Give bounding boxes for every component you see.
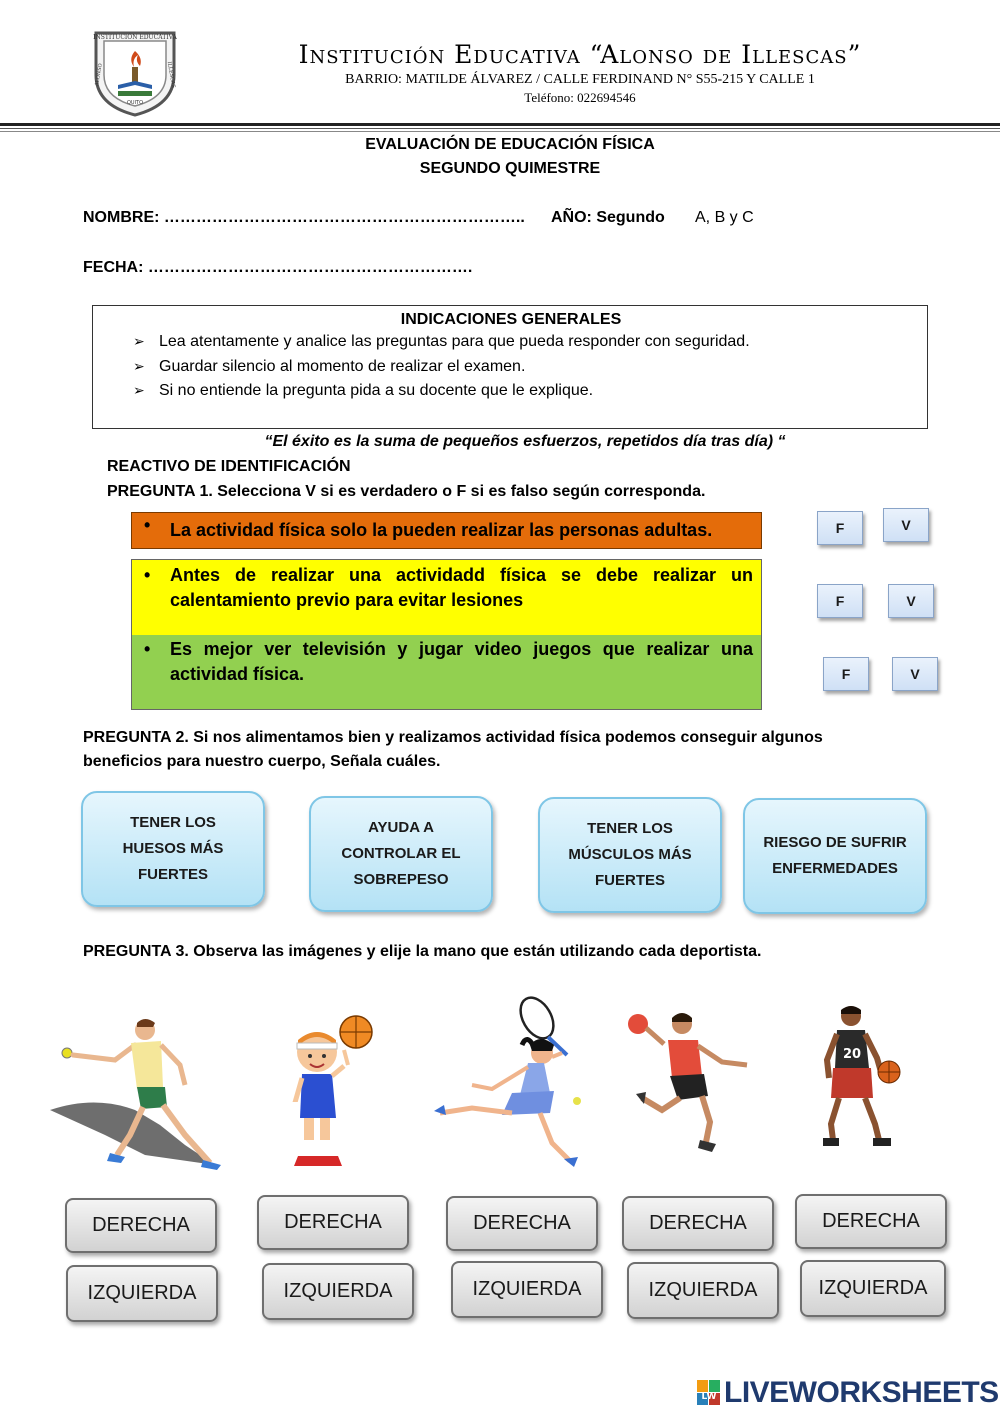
indication-item: ➢ Guardar silencio al momento de realizar el examen. (133, 358, 526, 375)
bullet-icon: • (144, 515, 151, 535)
question2-prompt: PREGUNTA 2. Si nos alimentamos bien y realizamos actividad física podemos conseguir algunos beneficios para nuestro cuerpo, Señala cuáles. (83, 729, 823, 770)
liveworksheets-logo-icon (697, 1380, 721, 1406)
statement-2-true-button[interactable]: V (888, 584, 934, 618)
athlete-3-right-button[interactable]: DERECHA (446, 1196, 598, 1251)
basketball-boy-image (282, 1010, 382, 1175)
benefit-option-weight[interactable]: AYUDA A CONTROLAR EL SOBREPESO (309, 796, 493, 912)
arrow-bullet-icon: ➢ (133, 333, 145, 349)
arrow-bullet-icon: ➢ (133, 358, 145, 374)
year-label: AÑO: Segundo (551, 209, 665, 226)
basketball-player-image (815, 1002, 910, 1154)
question3-prompt: PREGUNTA 3. Observa las imágenes y elije la mano que están utilizando cada deportista. (83, 943, 762, 960)
athlete-2-right-button[interactable]: DERECHA (257, 1195, 409, 1250)
benefit-option-muscles[interactable]: TENER LOS MÚSCULOS MÁS FUERTES (538, 797, 722, 913)
liveworksheets-brand: LIVEWORKSHEETS (724, 1376, 999, 1409)
bullet-icon: • (144, 639, 151, 659)
indication-item: ➢ Si no entiende la pregunta pida a su docente que le explique. (133, 382, 594, 399)
exam-title: EVALUACIÓN DE EDUCACIÓN FÍSICA (365, 136, 655, 153)
shot-put-athlete-image (45, 1015, 225, 1175)
statement-2: • Antes de realizar una actividadd física se debe realizar un calentamiento previo para evitar lesiones (131, 559, 762, 635)
statement-1-true-button[interactable]: V (883, 508, 929, 542)
statement-3-true-button[interactable]: V (892, 657, 938, 691)
arrow-bullet-icon: ➢ (133, 382, 145, 398)
svg-text:LW: LW (701, 1392, 717, 1402)
svg-text:ILLESCAS: ILLESCAS (165, 61, 177, 89)
header-divider-thin-2 (0, 131, 1000, 132)
handball-player-image (622, 1010, 757, 1170)
statement-3: • Es mejor ver televisión y jugar video juegos que realizar una actividad física. (131, 635, 762, 710)
athlete-4-left-button[interactable]: IZQUIERDA (627, 1262, 779, 1319)
question1-prompt: PREGUNTA 1. Selecciona V si es verdadero o F si es falso según corresponda. (107, 483, 706, 500)
school-seal-logo (88, 25, 182, 119)
exam-subtitle: SEGUNDO QUIMESTRE (419, 160, 601, 177)
athlete-4-right-button[interactable]: DERECHA (622, 1196, 774, 1251)
athlete-1-left-button[interactable]: IZQUIERDA (66, 1265, 218, 1322)
tennis-player-image (432, 993, 592, 1173)
athlete-2-left-button[interactable]: IZQUIERDA (262, 1263, 414, 1320)
svg-text:INSTITUCIÓN EDUCATIVA: INSTITUCIÓN EDUCATIVA (93, 34, 177, 41)
athlete-3-left-button[interactable]: IZQUIERDA (451, 1261, 603, 1318)
statement-2-false-button[interactable]: F (817, 584, 863, 618)
section-label: REACTIVO DE IDENTIFICACIÓN (107, 458, 351, 475)
svg-text:ALONSO: ALONSO (94, 63, 104, 87)
name-field[interactable]: NOMBRE: ………………………………………………………….. (83, 209, 525, 226)
institution-name: Institución Educativa “Alonso de Illescas” (298, 40, 862, 69)
svg-text:QUITO: QUITO (126, 100, 144, 106)
statement-1-false-button[interactable]: F (817, 511, 863, 545)
statement-3-false-button[interactable]: F (823, 657, 869, 691)
athlete-5-left-button[interactable]: IZQUIERDA (800, 1260, 946, 1317)
header-divider-thin (0, 128, 1000, 129)
institution-address: BARRIO: MATILDE ÁLVAREZ / CALLE FERDINAND N° S55-215 Y CALLE 1 (345, 72, 815, 87)
motivational-quote: “El éxito es la suma de pequeños esfuerzos, repetidos día tras día) “ (264, 433, 786, 450)
year-groups: A, B y C (695, 209, 754, 226)
indications-box (92, 305, 928, 429)
indication-item: ➢ Lea atentamente y analice las preguntas para que pueda responder con seguridad. (133, 333, 750, 350)
institution-phone: Teléfono: 022694546 (524, 90, 636, 105)
indications-title: INDICACIONES GENERALES (400, 311, 622, 328)
header-divider (0, 123, 1000, 126)
athlete-5-right-button[interactable]: DERECHA (795, 1194, 947, 1249)
athlete-1-right-button[interactable]: DERECHA (65, 1198, 217, 1253)
statement-1: • La actividad física solo la pueden realizar las personas adultas. (131, 512, 762, 549)
benefit-option-disease[interactable]: RIESGO DE SUFRIR ENFERMEDADES (743, 798, 927, 914)
date-field[interactable]: FECHA: ……………………………………………………. (83, 259, 473, 276)
svg-text:20: 20 (842, 1047, 862, 1062)
bullet-icon: • (144, 565, 151, 585)
benefit-option-bones[interactable]: TENER LOS HUESOS MÁS FUERTES (81, 791, 265, 907)
